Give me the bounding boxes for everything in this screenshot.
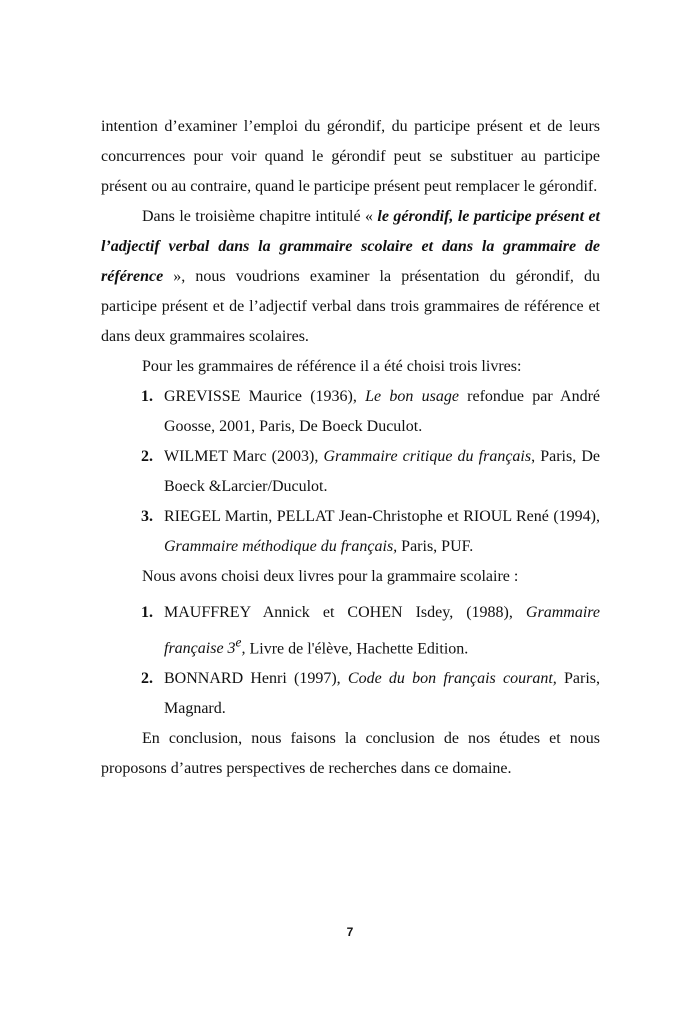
list-number: 1. bbox=[141, 604, 153, 621]
list-number: 1. bbox=[141, 388, 153, 405]
citation-title: Grammaire critique du français bbox=[323, 448, 532, 465]
citation-title: Le bon usage bbox=[365, 388, 459, 405]
list-item bbox=[101, 502, 600, 562]
citation-details: , Paris, De Boeck &Larcier/Duculot. bbox=[164, 448, 601, 495]
citation-details: refondue par André Goosse, 2001, Paris, De Boeck Duculot. bbox=[164, 388, 601, 435]
citation-author: BONNARD Henri (1997), bbox=[164, 670, 348, 688]
citation-title-end: , bbox=[241, 640, 246, 658]
citation-details: Paris, Magnard. bbox=[164, 670, 601, 718]
citation-title-text: Grammaire française 3 bbox=[164, 604, 600, 658]
citation-author: MAUFFREY Annick et COHEN Isdey, (1988), bbox=[164, 604, 526, 621]
list-item bbox=[101, 382, 600, 442]
school-grammar-list bbox=[101, 598, 600, 724]
citation-title: Grammaire méthodique du français, bbox=[164, 538, 398, 555]
paragraph-intro-continuation: intention d’examiner l’emploi du gérondif, du participe présent et de leurs concurrences pour voir quand le gérondif peut se substituer au participe présent ou au contraire, quand le participe présent peut remplacer le gérondif. bbox=[101, 118, 600, 195]
list-number: 2. bbox=[141, 448, 153, 465]
list-number: 3. bbox=[141, 508, 153, 525]
list-item bbox=[101, 598, 600, 664]
citation-author: GREVISSE Maurice (1936), bbox=[164, 388, 366, 405]
paragraph-chapter-three bbox=[101, 202, 600, 352]
paragraph-reference-intro: Pour les grammaires de référence il a été choisi trois livres: bbox=[142, 358, 522, 375]
citation-author: WILMET Marc (2003), bbox=[164, 448, 324, 465]
citation-details: Paris, PUF. bbox=[397, 538, 474, 555]
chapter-three-lead: Dans le troisième chapitre intitulé « bbox=[142, 208, 378, 225]
chapter-three-rest: », nous voudrions examiner la présentation du gérondif, du participe présent et de l’adjectif verbal dans trois grammaires de référence et dans deux grammaires scolaires. bbox=[101, 268, 600, 345]
reference-grammar-list bbox=[101, 382, 600, 562]
chapter-three-title: le gérondif, le participe présent et l’adjectif verbal dans la grammaire scolaire et dans la grammaire de référence bbox=[101, 208, 600, 285]
citation-details: Livre de l'élève, Hachette Edition. bbox=[245, 640, 469, 658]
paragraph-conclusion: En conclusion, nous faisons la conclusion de nos études et nous proposons d’autres perspectives de recherches dans ce domaine. bbox=[101, 730, 600, 778]
page-number: 7 bbox=[346, 925, 354, 939]
citation-author: RIEGEL Martin, PELLAT Jean-Christophe et RIOUL René (1994), bbox=[164, 508, 600, 525]
page-body bbox=[101, 112, 600, 784]
citation-title-superscript: e bbox=[235, 635, 242, 650]
paragraph-school-intro: Nous avons choisi deux livres pour la grammaire scolaire : bbox=[142, 568, 519, 585]
citation-title: Code du bon français courant, bbox=[347, 670, 557, 688]
list-number: 2. bbox=[141, 670, 153, 688]
list-item bbox=[101, 442, 600, 502]
list-item bbox=[101, 664, 600, 724]
